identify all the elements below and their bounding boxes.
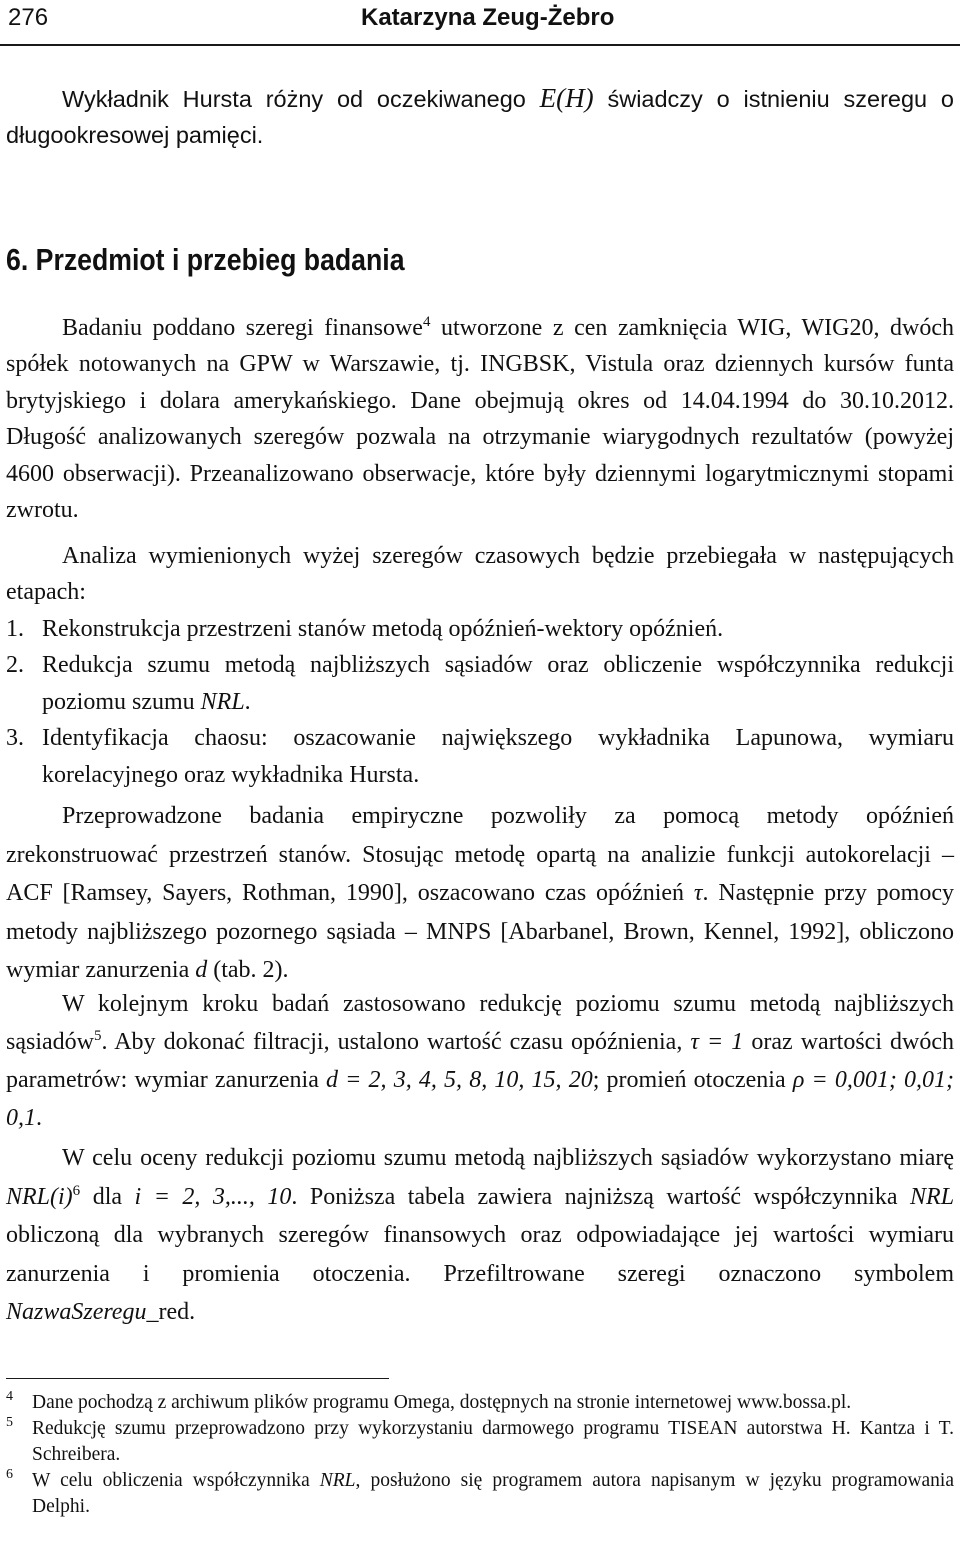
footnotes [6, 1390, 954, 1520]
paragraph-noise-reduction: W kolejnym kroku badań zastosowano redukcję poziomu szumu metodą najbliższych sąsiadów$^5$. Aby dokonać filtracji, ustalono wartość czasu opóźnienia, τ = 1 oraz wartości dwóch parametrów: wymiar zanurzenia d = 2, 3, 4, 5, 8, 10, 15, 20; promień otoczenia ρ = 0,001; 0,01; 0,1. [6, 991, 955, 1131]
paragraph-hurst: Wykładnik Hursta różny od oczekiwanego E(H) świadczy o istnieniu szeregu o długookresowej pamięci. [6, 83, 954, 149]
footnote-ref-5: 5 [93, 1028, 102, 1044]
section-heading [6, 242, 405, 278]
list-item: 1. Rekonstrukcja przestrzeni stanów metodą opóźnień-wektory opóźnień. [6, 616, 724, 642]
math-expected-hurst: E(H) [539, 83, 594, 113]
list-item: 2. Redukcja szumu metodą najbliższych sąsiadów oraz obliczenie współczynnika redukcji poziomu szumu NRL. [6, 652, 954, 715]
paragraph-data-description: Badaniu poddano szeregi finansowe$^4$ utworzone z cen zamknięcia WIG, WIG20, dwóch spółek notowanych na GPW w Warszawie, tj. INGBSK, Vistula oraz dziennych kursów funta brytyjskiego i dolara amerykańskiego. Dane obejmują okres od 14.04.1994 do 30.10.2012. Długość analizowanych szeregów pozwala na otrzymanie wiarygodnych rezultatów (powyżej 4600 obserwacji). Przeanalizowano obserwacje, które były dziennymi logarytmicznymi stopami zwrotu. [6, 314, 955, 524]
footnote-4: 4 Dane pochodzą z archiwum plików programu Omega, dostępnych na stronie internetowej www.bossa.pl. [6, 1389, 852, 1413]
math-tau-equals-1: τ = 1 [690, 1029, 744, 1055]
math-i-range: i = 2, 3,..., 10 [134, 1183, 292, 1210]
stages-list [6, 611, 954, 793]
paragraph-nrl-measure: W celu oceny redukcji poziomu szumu metodą najbliższych sąsiadów wykorzystano miarę $NRL(i)^6$ dla i = 2, 3,..., 10. Poniższa tabela zawiera najniższą wartość współczynnika NRL obliczoną dla wybranych szeregów finansowych oraz odpowiadające jej wartości wymiaru zanurzenia i promienia otoczenia. Przefiltrowane szeregi oznaczono symbolem NazwaSzeregu_red. [6, 1145, 955, 1325]
math-rho-values: ρ = 0,001; 0,01; 0,1 [6, 1067, 955, 1131]
math-tau: τ [693, 880, 703, 906]
paragraph-analysis-stages: Analiza wymienionych wyżej szeregów czasowych będzie przebiegała w następujących etapach: [6, 543, 954, 606]
section-title: Przedmiot i przebieg badania [35, 242, 405, 277]
running-head-author: Katarzyna Zeug-Żebro [361, 4, 615, 31]
page-number: 276 [8, 4, 49, 31]
footnote-5: 5 Redukcję szumu przeprowadzono przy wykorzystaniu darmowego programu TISEAN autorstwa H. Kantza i T. Schreibera. [6, 1415, 954, 1465]
paragraph-state-space: Przeprowadzone badania empiryczne pozwoliły za pomocą metody opóźnień zrekonstruować przestrzeń stanów. Stosując metodę opartą na analizie funkcji autokorelacji – ACF [Ramsey, Sayers, Rothman, 1990], oszacowano czas opóźnień τ. Następnie przy pomocy metody najbliższego pozornego sąsiada – MNPS [Abarbanel, Brown, Kennel, 1992], obliczono wymiar zanurzenia d (tab. 2). [6, 803, 955, 983]
math-nrl: NRL [910, 1183, 955, 1210]
math-d-values: d = 2, 3, 4, 5, 8, 10, 15, 20 [326, 1067, 593, 1093]
section-number: 6. [6, 242, 29, 277]
footnote-ref-6: 6 [72, 1182, 81, 1199]
page-header [0, 0, 960, 46]
math-d: d [195, 957, 208, 983]
list-item: 3. Identyfikacja chaosu: oszacowanie największego wykładnika Lapunowa, wymiaru korelacyjnego oraz wykładnika Hursta. [6, 725, 954, 788]
math-nrl-i: NRL(i) [6, 1183, 73, 1210]
math-series-symbol: NazwaSzeregu [6, 1299, 147, 1325]
footnote-ref-4: 4 [422, 314, 431, 330]
footnote-divider [6, 1378, 389, 1379]
footnote-6: 6 W celu obliczenia współczynnika NRL, posłużono się programem autora napisanym w języku programowania Delphi. [6, 1467, 954, 1517]
